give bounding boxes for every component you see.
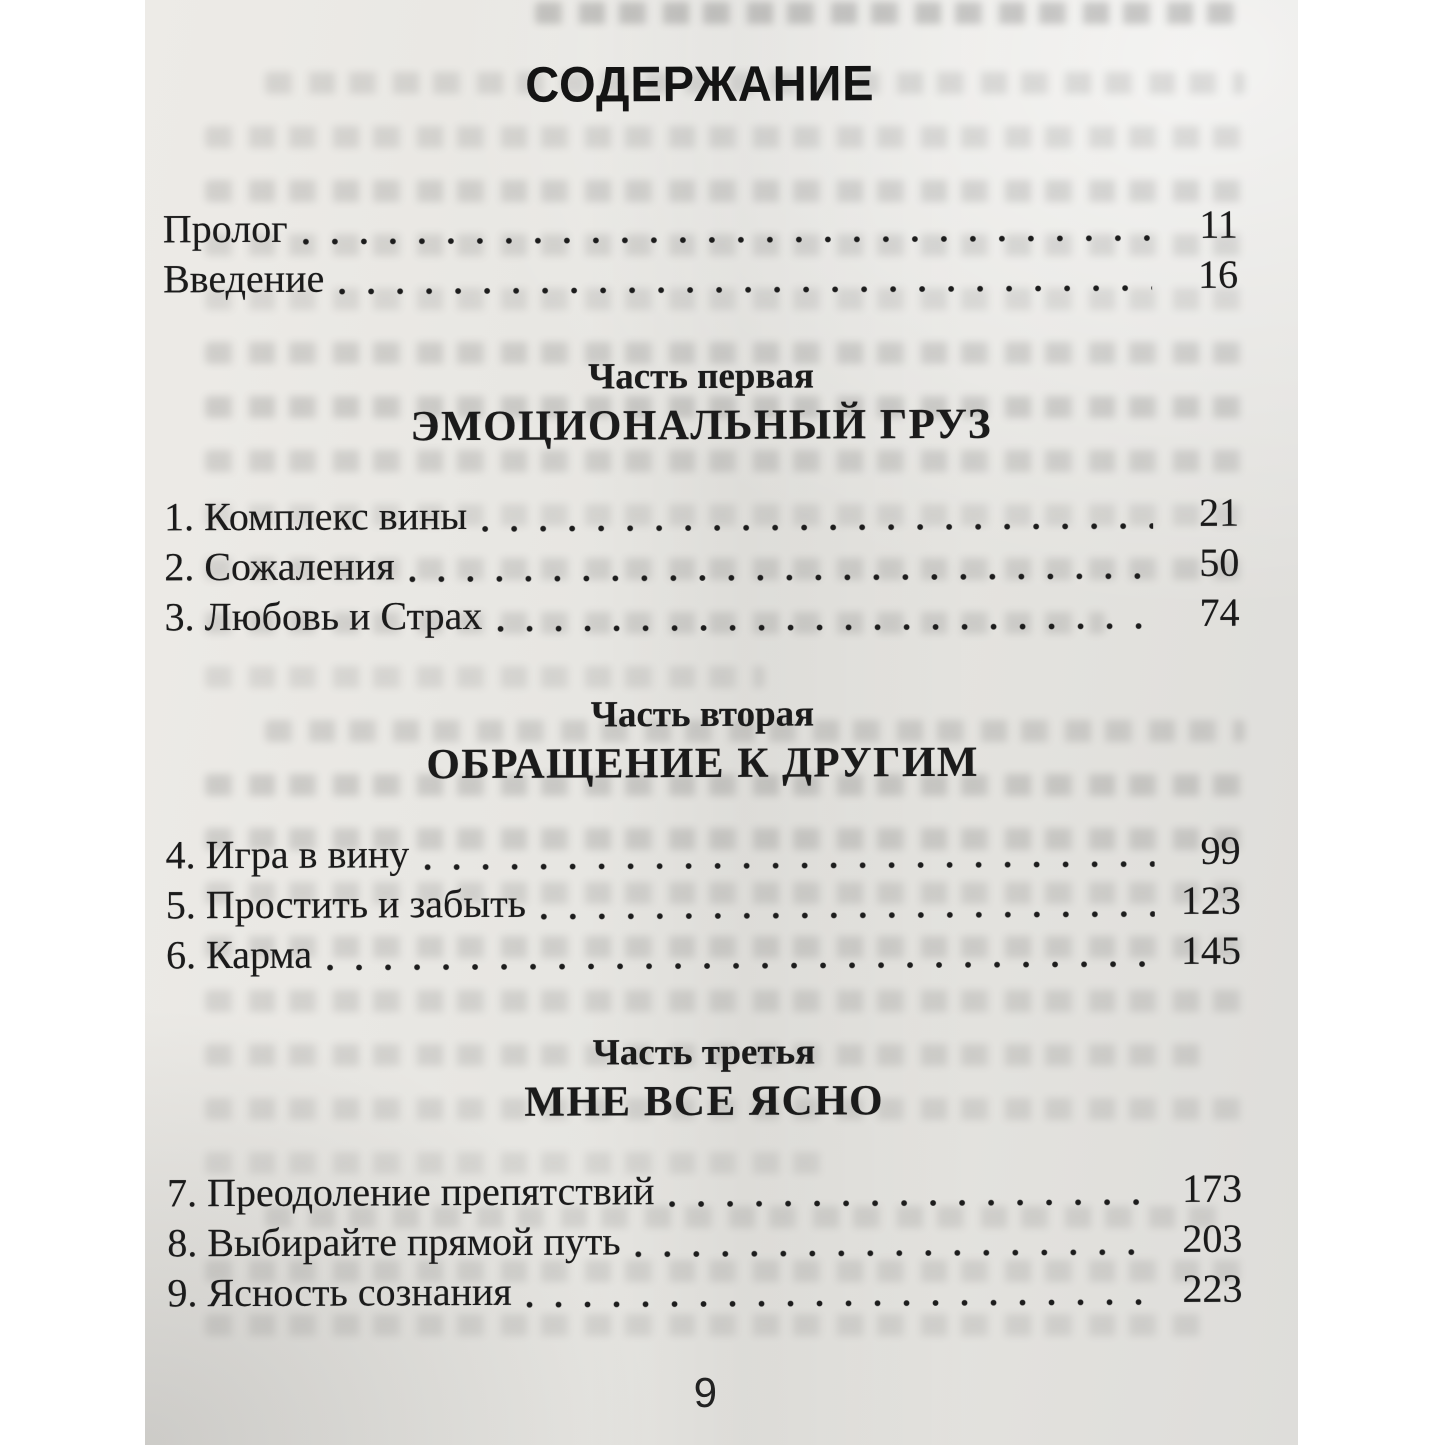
leader-dots [409, 572, 1154, 584]
book-page [145, 0, 1298, 1445]
toc-entry [166, 926, 1241, 981]
folio-page-number: 9 [693, 1368, 718, 1417]
leader-dots [338, 284, 1152, 297]
toc-part-2 [165, 690, 1241, 981]
entry-page-number: 11 [1199, 201, 1238, 247]
toc-entry [164, 488, 1239, 543]
leader-dots [669, 1198, 1157, 1209]
toc-entry [164, 538, 1239, 593]
entry-page-number: 203 [1182, 1215, 1243, 1261]
page-title-text: СОДЕРЖАНИЕ [525, 55, 875, 113]
toc-entry [167, 1164, 1242, 1219]
leader-dots [635, 1248, 1157, 1259]
entry-page-number: 50 [1199, 539, 1240, 585]
part-entries [164, 488, 1240, 643]
part-label: Часть вторая [590, 693, 815, 736]
entry-page-number: 145 [1180, 927, 1242, 973]
entry-page-number: 74 [1199, 589, 1240, 635]
entry-label: 6. Карма [165, 931, 313, 978]
toc-entry [163, 200, 1238, 255]
entry-label: 7. Преодоление препятствий [166, 1168, 655, 1216]
entry-page-number: 16 [1197, 251, 1239, 297]
part-title: ЭМОЦИОНАЛЬНЫЙ ГРУЗ [410, 400, 993, 451]
toc-part-3 [166, 1028, 1242, 1319]
entry-page-number: 123 [1180, 877, 1241, 923]
leader-dots [540, 910, 1155, 922]
entry-label: 1. Комплекс вины [163, 493, 468, 540]
entry-label: 8. Выбирайте прямой путь [167, 1218, 621, 1266]
entry-label: 9. Ясность сознания [167, 1268, 512, 1316]
part-title: МНЕ ВСЕ ЯСНО [524, 1077, 885, 1126]
entry-label: 5. Простить и забыть [165, 880, 527, 928]
toc-part-1 [163, 352, 1239, 643]
toc-entry [167, 1264, 1242, 1319]
entry-label: Пролог [162, 205, 288, 252]
entry-page-number: 21 [1198, 489, 1240, 535]
toc-entry [164, 588, 1239, 643]
entry-label: Введение [162, 255, 325, 302]
entry-page-number: 173 [1181, 1165, 1243, 1211]
part-entries [165, 826, 1241, 981]
entry-page-number: 223 [1182, 1265, 1243, 1311]
page-title [162, 56, 1237, 113]
part-label: Часть первая [587, 355, 815, 398]
leader-dots [302, 234, 1152, 247]
toc-entry [163, 250, 1238, 305]
leader-dots [423, 860, 1154, 872]
leader-dots [481, 522, 1153, 534]
toc-content [162, 0, 1243, 1445]
leader-dots [496, 622, 1153, 634]
entry-label: 4. Игра в вину [165, 831, 410, 878]
part-title: ОБРАЩЕНИЕ К ДРУГИМ [426, 738, 980, 789]
toc-entry [167, 1214, 1242, 1269]
toc-entry [166, 876, 1241, 931]
entry-page-number: 99 [1200, 827, 1241, 873]
entry-label: 2. Сожаления [164, 543, 395, 590]
part-entries [167, 1164, 1243, 1319]
front-matter-section [163, 200, 1238, 305]
part-label: Часть третья [592, 1031, 816, 1074]
toc-entry [165, 826, 1240, 881]
leader-dots [326, 960, 1155, 973]
entry-label: 3. Любовь и Страх [164, 592, 483, 640]
leader-dots [526, 1298, 1157, 1310]
